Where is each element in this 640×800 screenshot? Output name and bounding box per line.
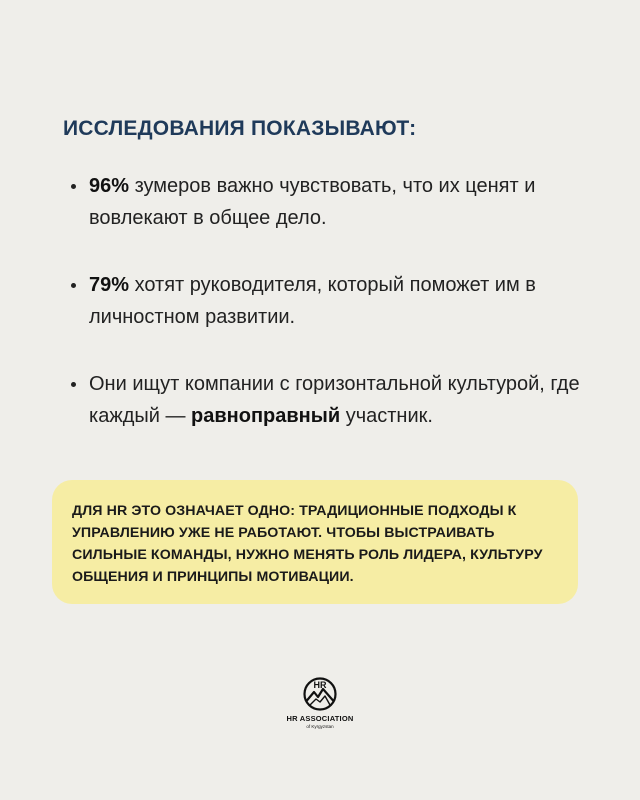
hr-association-logo-icon [302,676,338,712]
callout-text: ДЛЯ HR ЭТО ОЗНАЧАЕТ ОДНО: ТРАДИЦИОННЫЕ ПОДХОДЫ К УПРАВЛЕНИЮ УЖЕ НЕ РАБОТАЮТ. ЧТОБЫ ВЫСТРАИВАТЬ СИЛЬНЫЕ КОМАНДЫ, НУЖНО МЕНЯТЬ РОЛЬ ЛИДЕРА, КУЛЬТУРУ ОБЩЕНИЯ И ПРИНЦИПЫ МОТИВАЦИИ. [72,503,543,585]
logo [270,676,370,729]
callout-box [52,480,578,604]
bullet-dot-icon [71,382,76,387]
list-item-text: хотят руководителя, который поможет им в личностном развитии. [89,274,536,328]
list-item-text: Они ищут компании с горизонтальной культурой, где каждый — [89,373,580,427]
list-item-text: зумеров важно чувствовать, что их ценят и вовлекают в общее дело. [89,175,536,229]
list-item [63,269,603,333]
stat-highlight: 96% [89,175,130,197]
text-highlight: равноправный [191,405,341,427]
research-list [63,170,603,467]
svg-text:HR: HR [313,680,327,690]
list-item-text-end: участник. [340,405,433,427]
list-item [63,170,603,234]
stat-highlight: 79% [89,274,130,296]
bullet-dot-icon [71,283,76,288]
page-title: ИССЛЕДОВАНИЯ ПОКАЗЫВАЮТ: [63,117,417,140]
bullet-dot-icon [71,184,76,189]
logo-title: HR ASSOCIATION [286,714,354,723]
list-item [63,368,603,432]
logo-subtitle: of Kyrgyzstan [306,724,334,729]
